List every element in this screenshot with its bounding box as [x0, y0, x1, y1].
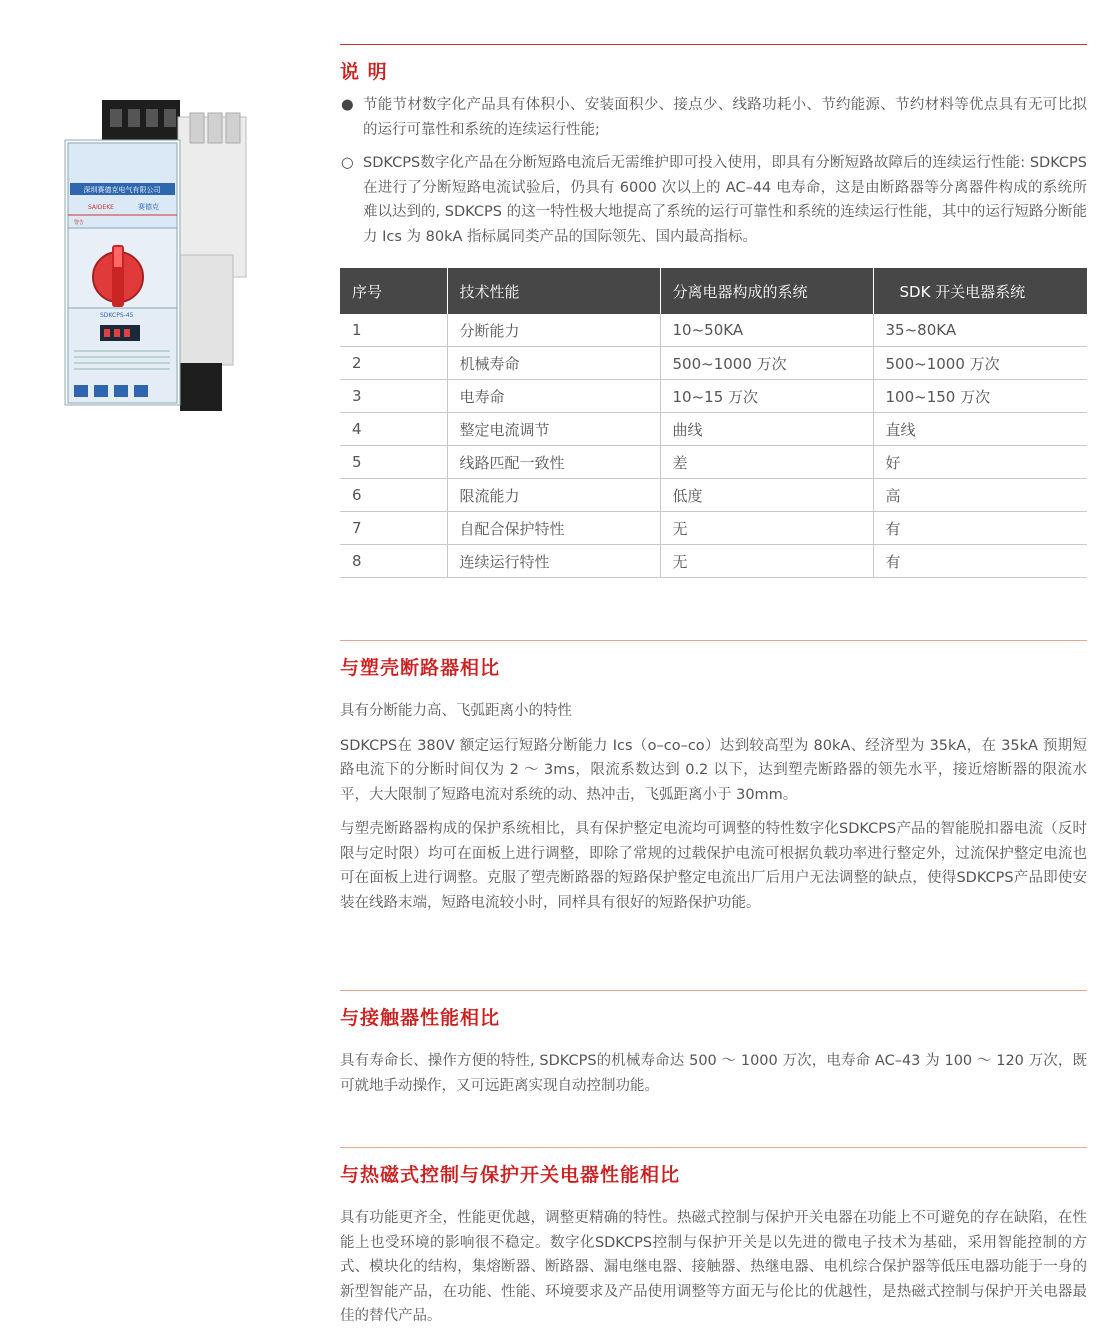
- bullet-item: [340, 151, 1087, 249]
- table-row: [340, 512, 1087, 545]
- table-header-row: [340, 268, 1087, 314]
- table-cell: 500~1000 万次: [660, 347, 873, 380]
- brand-logo: SAIDEKE: [88, 204, 114, 211]
- table-cell: 1: [340, 314, 447, 347]
- column-header: 序号: [340, 268, 447, 314]
- section-vs-mccb: [340, 640, 1087, 915]
- section-description: [340, 44, 1087, 249]
- table-cell: 直线: [873, 413, 1087, 446]
- model-label: SDKCPS-45: [100, 312, 134, 319]
- table-cell: 10~15 万次: [660, 380, 873, 413]
- table-cell: 差: [660, 446, 873, 479]
- table-cell: 无: [660, 545, 873, 578]
- table-cell: 限流能力: [447, 479, 660, 512]
- panel-button: [114, 385, 128, 397]
- table-cell: 4: [340, 413, 447, 446]
- bullet-text: 节能节材数字化产品具有体积小、安装面积少、接点少、线路功耗小、节约能源、节约材料等优点具有无可比拟的运行可靠性和系统的连续运行性能;: [363, 97, 1087, 138]
- section-vs-contactor: [340, 990, 1087, 1098]
- table-cell: 5: [340, 446, 447, 479]
- divider: [340, 1147, 1087, 1148]
- bullet-mark: ○: [341, 155, 354, 171]
- panel-button: [74, 385, 88, 397]
- panel-button: [94, 385, 108, 397]
- paragraph: 具有寿命长、操作方便的特性, SDKCPS的机械寿命达 500 ～ 1000 万次，电寿命 AC–43 为 100 ～ 120 万次，既可就地手动操作，又可远距离实现自动控制功能。: [340, 1053, 1087, 1094]
- paragraph: 具有分断能力高、飞弧距离小的特性: [340, 703, 572, 719]
- bullet-item: [340, 93, 1087, 142]
- divider: [340, 44, 1087, 45]
- table-row: [340, 380, 1087, 413]
- comparison-table-wrap: [340, 268, 1087, 578]
- table-cell: 曲线: [660, 413, 873, 446]
- panel-button: [134, 385, 148, 397]
- table-cell: 整定电流调节: [447, 413, 660, 446]
- table-cell: 8: [340, 545, 447, 578]
- table-cell: 3: [340, 380, 447, 413]
- warning-label: 警告: [74, 220, 85, 226]
- divider: [340, 640, 1087, 641]
- paragraph: SDKCPS在 380V 额定运行短路分断能力 Ics（o–co–co）达到较高型为 80kA、经济型为 35kA，在 35kA 预期短路电流下的分断时间仅为 2 ～ 3ms，限流系数达到 0.2 以下，达到塑壳断路器的领先水平，接近熔断器的限流水平，大大限制了短路电流对系统的动、热冲击，飞弧距离小于 30mm。: [340, 737, 1087, 803]
- column-header: SDK 开关电器系统: [873, 268, 1087, 314]
- table-cell: 低度: [660, 479, 873, 512]
- table-cell: 无: [660, 512, 873, 545]
- table-cell: 分断能力: [447, 314, 660, 347]
- table-cell: 电寿命: [447, 380, 660, 413]
- table-cell: 35~80KA: [873, 314, 1087, 347]
- table-row: [340, 347, 1087, 380]
- table-row: [340, 314, 1087, 347]
- table-cell: 高: [873, 479, 1087, 512]
- bullet-mark: ●: [341, 97, 354, 113]
- table-row: [340, 413, 1087, 446]
- column-header: 分离电器构成的系统: [660, 268, 873, 314]
- paragraph: 具有功能更齐全，性能更优越，调整更精确的特性。热磁式控制与保护开关电器在功能上不可避免的存在缺陷，在性能上也受环境的影响很不稳定。数字化SDKCPS控制与保护开关是以先进的微电子技术为基础，采用智能控制的方式、模块化的结构，集熔断器、断路器、漏电继电器、接触器、热继电器、电机综合保护器等低压电器功能于一身的新型智能产品，在功能、性能、环境要求及产品使用调整等方面无与伦比的优越性，是热磁式控制与保护开关电器最佳的替代产品。: [340, 1210, 1087, 1324]
- product-image: [60, 95, 250, 415]
- table-cell: 有: [873, 545, 1087, 578]
- section-title: 与热磁式控制与保护开关电器性能相比: [340, 1164, 681, 1186]
- table-cell: 自配合保护特性: [447, 512, 660, 545]
- company-label: 深圳赛德克电气有限公司: [83, 186, 161, 194]
- paragraph: 与塑壳断路器构成的保护系统相比，具有保护整定电流均可调整的特性数字化SDKCPS产品的智能脱扣器电流（反时限与定时限）均可在面板上进行调整，即除了常规的过载保护电流可根据负载功率进行整定外，过流保护整定电流也可在面板上进行调整。克服了塑壳断路器的短路保护整定电流出厂后用户无法调整的缺点，使得SDKCPS产品即使安装在线路末端，短路电流较小时，同样具有很好的短路保护功能。: [340, 821, 1087, 911]
- bullet-text: SDKCPS数字化产品在分断短路电流后无需维护即可投入使用，即具有分断短路故障后的连续运行性能: SDKCPS在进行了分断短路电流试验后，仍具有 6000 次以上的 AC–44 电寿命，这是由断路器等分离器件构成的系统所难以达到的, SDKCPS 的这一特性极大地提高了系统的运行可靠性和系统的连续运行性能，其中的运行短路分断能力 Ics 为 80kA 指标属同类产品的国际领先、国内最高指标。: [363, 155, 1087, 245]
- table-cell: 有: [873, 512, 1087, 545]
- table-cell: 7: [340, 512, 447, 545]
- brand-name: 赛德克: [138, 203, 159, 211]
- comparison-table: [340, 268, 1087, 578]
- table-row: [340, 545, 1087, 578]
- table-cell: 好: [873, 446, 1087, 479]
- column-header: 技术性能: [447, 268, 660, 314]
- table-cell: 10~50KA: [660, 314, 873, 347]
- section-title: 说 明: [340, 61, 388, 83]
- table-cell: 机械寿命: [447, 347, 660, 380]
- section-title: 与接触器性能相比: [340, 1007, 501, 1029]
- table-cell: 100~150 万次: [873, 380, 1087, 413]
- table-cell: 连续运行特性: [447, 545, 660, 578]
- product-illustration: [60, 95, 250, 415]
- section-vs-thermal-magnetic: [340, 1147, 1087, 1329]
- section-title: 与塑壳断路器相比: [340, 657, 501, 679]
- table-row: [340, 479, 1087, 512]
- table-cell: 2: [340, 347, 447, 380]
- divider: [340, 990, 1087, 991]
- din-clip: [180, 363, 222, 411]
- table-cell: 6: [340, 479, 447, 512]
- table-row: [340, 446, 1087, 479]
- table-cell: 500~1000 万次: [873, 347, 1087, 380]
- table-cell: 线路匹配一致性: [447, 446, 660, 479]
